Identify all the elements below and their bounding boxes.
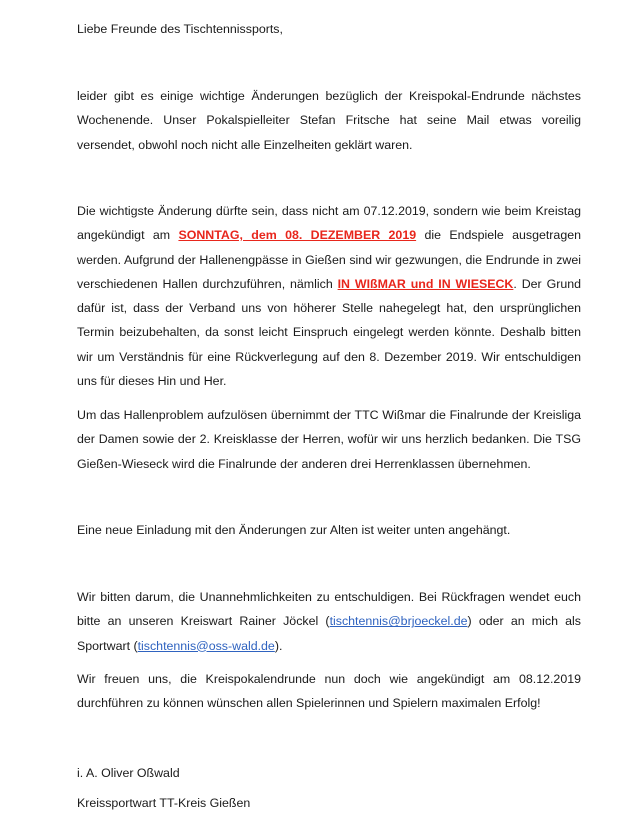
greeting: Liebe Freunde des Tischtennissports, bbox=[77, 22, 283, 36]
paragraph-contact-text-2: ) oder an mich als Sportwart ( bbox=[77, 614, 581, 653]
paragraph-date-change-text-2: die Endspiele ausgetragen werden. Aufgrund der Hallenengpässe in Gießen sind wir gezwungen, die Endrunde in zwei verschiedenen Hallen durchzuführen, nämlich bbox=[77, 228, 581, 291]
paragraph-new-invitation: Eine neue Einladung mit den Änderungen zur Alten ist weiter unten angehängt. bbox=[77, 523, 511, 537]
paragraph-intro: leider gibt es einige wichtige Änderungen bezüglich der Kreispokal-Endrunde nächstes Wochenende. Unser Pokalspielleiter Stefan Fritsche hat seine Mail etwas voreilig versendet, obwohl noch nicht alle Einzelheiten geklärt waren. bbox=[77, 89, 581, 152]
signature-title: Kreissportwart TT-Kreis Gießen bbox=[77, 796, 251, 810]
paragraph-contact-text-1: Wir bitten darum, die Unannehmlichkeiten zu entschuldigen. Bei Rückfragen wendet euch bitte an unseren Kreiswart Rainer Jöckel ( bbox=[77, 590, 581, 629]
paragraph-contact-text-3: ). bbox=[274, 638, 283, 653]
email-link-osswald[interactable]: tischtennis@oss-wald.de bbox=[137, 638, 275, 653]
email-link-joeckel[interactable]: tischtennis@brjoeckel.de bbox=[329, 614, 468, 629]
paragraph-contact bbox=[77, 585, 581, 658]
highlight-date: SONNTAG, dem 08. DEZEMBER 2019 bbox=[178, 228, 417, 243]
paragraph-date-change bbox=[77, 199, 581, 393]
highlight-venues: IN WIßMAR und IN WIESECK bbox=[337, 276, 514, 291]
paragraph-closing: Wir freuen uns, die Kreispokalendrunde nun doch wie angekündigt am 08.12.2019 durchführen zu können wünschen allen Spielerinnen und Spielern maximalen Erfolg! bbox=[77, 672, 581, 711]
signature-name: i. A. Oliver Oßwald bbox=[77, 766, 180, 780]
paragraph-hall-solution: Um das Hallenproblem aufzulösen übernimmt der TTC Wißmar die Finalrunde der Kreisliga der Damen sowie der 2. Kreisklasse der Herren, wofür wir uns herzlich bedanken. Die TSG Gießen-Wieseck wird die Finalrunde der anderen drei Herrenklassen übernehmen. bbox=[77, 408, 581, 471]
paragraph-date-change-text-3: . Der Grund dafür ist, dass der Verband uns von höherer Stelle nahegelegt hat, den ursprünglichen Termin beizubehalten, da sonst leicht Einspruch eingelegt werden könnte. Deshalb bitten wir um Verständnis für eine Rückverlegung auf den 8. Dezember 2019. Wir entschuldigen uns für dieses Hin und Her. bbox=[77, 276, 582, 389]
paragraph-date-change-text-1: Die wichtigste Änderung dürfte sein, dass nicht am 07.12.2019, sondern wie beim Kreistag angekündigt am bbox=[77, 204, 581, 243]
